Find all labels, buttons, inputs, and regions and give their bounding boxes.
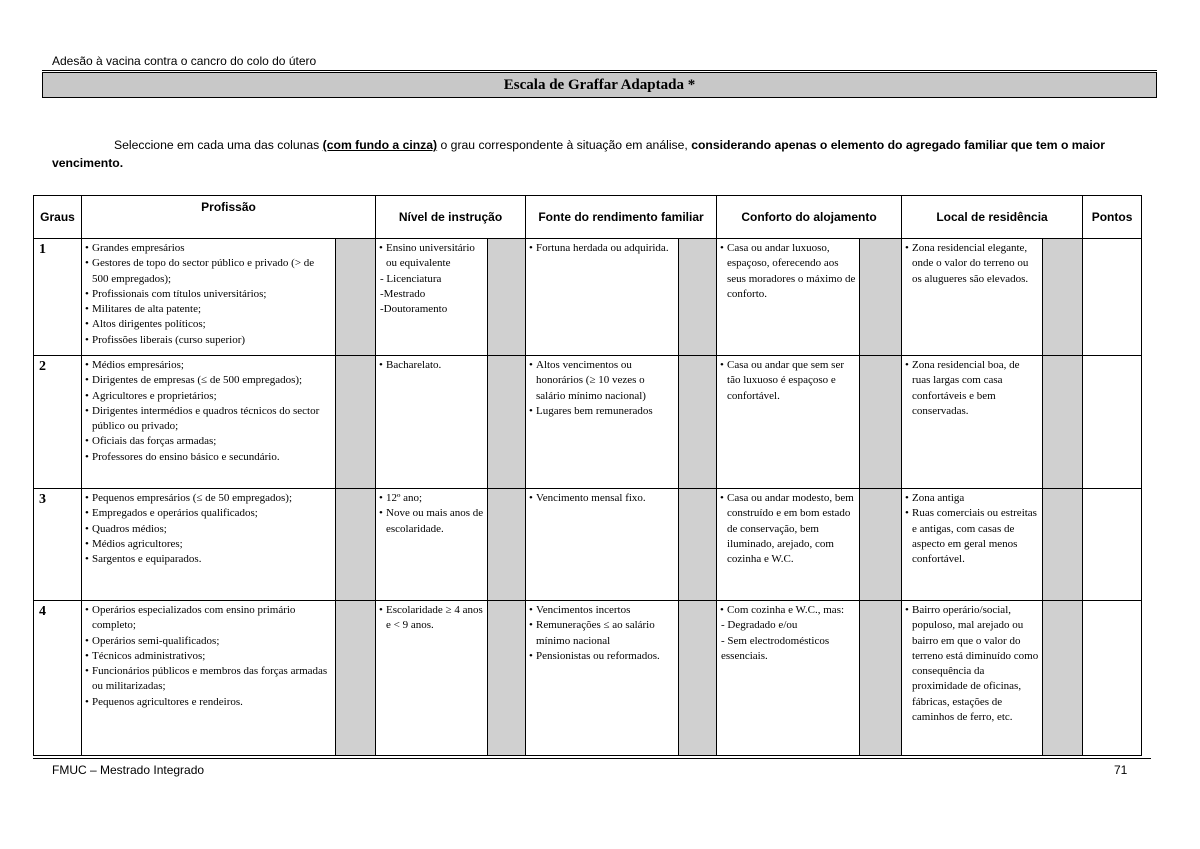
residencia-cell	[902, 356, 1043, 489]
list-item: -Doutoramento	[380, 303, 448, 316]
list-item: • Funcionários públicos e membros das forças armadas ou militarizadas;	[86, 664, 332, 695]
grau-cell: 4	[34, 601, 82, 756]
residencia-score-cell[interactable]	[1043, 489, 1083, 601]
scale-title: Escala de Graffar Adaptada *	[42, 72, 1157, 98]
residencia-score-cell[interactable]	[1043, 239, 1083, 356]
conforto-score-cell[interactable]	[860, 489, 902, 601]
grau-cell: 2	[34, 356, 82, 489]
rendimento-score-cell[interactable]	[679, 489, 717, 601]
header-pontos: Pontos	[1083, 196, 1142, 239]
table-row	[34, 601, 1142, 756]
instructions-emphasis-grey: (com fundo a cinza)	[322, 138, 438, 152]
instrucao-score-cell[interactable]	[488, 601, 526, 756]
instrucao-cell	[376, 489, 488, 601]
profissao-cell	[82, 356, 336, 489]
instructions-emphasis-agregado: considerando apenas o elemento do agregado familiar que tem o maior vencimento.	[52, 138, 1105, 170]
instrucao-cell	[376, 356, 488, 489]
instructions-text-1: Seleccione em cada uma das colunas	[114, 138, 323, 152]
list-item: • Pequenos agricultores e rendeiros.	[86, 695, 332, 710]
list-item: • Nove ou mais anos de escolaridade.	[380, 506, 484, 537]
list-item: • Vencimento mensal fixo.	[530, 491, 675, 506]
conforto-cell	[717, 239, 860, 356]
residencia-score-cell[interactable]	[1043, 601, 1083, 756]
pontos-cell[interactable]	[1083, 601, 1142, 756]
rendimento-cell	[526, 356, 679, 489]
list-item: • Quadros médios;	[86, 522, 332, 537]
graffar-table	[33, 195, 1142, 756]
conforto-score-cell[interactable]	[860, 239, 902, 356]
list-item: • Ensino universitário ou equivalente	[380, 241, 484, 272]
list-item: • Altos dirigentes políticos;	[86, 317, 332, 332]
instrucao-cell	[376, 601, 488, 756]
list-item: • Bacharelato.	[380, 358, 484, 373]
list-item: • Operários especializados com ensino primário completo;	[86, 603, 332, 634]
profissao-score-cell[interactable]	[336, 601, 376, 756]
list-item: • Casa ou andar que sem ser tão luxuoso é espaçoso e confortável.	[721, 358, 856, 404]
residencia-cell	[902, 489, 1043, 601]
list-item: • Médios empresários;	[86, 358, 332, 373]
residencia-cell	[902, 601, 1043, 756]
instructions-text-2: o grau correspondente à situação em análise,	[437, 138, 692, 152]
list-item: • Vencimentos incertos	[530, 603, 675, 618]
table-row	[34, 239, 1142, 356]
list-item: • Operários semi-qualificados;	[86, 634, 332, 649]
list-item: • Grandes empresários	[86, 241, 332, 256]
pontos-cell[interactable]	[1083, 489, 1142, 601]
residencia-cell	[902, 239, 1043, 356]
list-item: • Sargentos e equiparados.	[86, 552, 332, 567]
list-item: • Ruas comerciais ou estreitas e antigas, com casas de aspecto em geral menos confortável.	[906, 506, 1039, 567]
profissao-score-cell[interactable]	[336, 356, 376, 489]
list-item: • Dirigentes intermédios e quadros técnicos do sector público ou privado;	[86, 404, 332, 435]
list-item: • Bairro operário/social, populoso, mal arejado ou bairro em que o valor do terreno está diminuído como consequência da proximidade de oficinas, fábricas, estações de caminhos de ferro, etc.	[906, 603, 1039, 725]
instrucao-cell	[376, 239, 488, 356]
grau-cell: 3	[34, 489, 82, 601]
conforto-score-cell[interactable]	[860, 356, 902, 489]
footer-rule	[33, 758, 1151, 759]
instrucao-score-cell[interactable]	[488, 489, 526, 601]
list-item: • Professores do ensino básico e secundário.	[86, 450, 332, 465]
profissao-score-cell[interactable]	[336, 489, 376, 601]
list-item: • Agricultores e proprietários;	[86, 389, 332, 404]
profissao-cell	[82, 601, 336, 756]
list-item: - Licenciatura	[380, 272, 442, 285]
list-item: - Sem electrodomésticos essenciais.	[721, 634, 830, 662]
list-item: -Mestrado	[380, 287, 426, 300]
pontos-cell[interactable]	[1083, 356, 1142, 489]
rendimento-cell	[526, 239, 679, 356]
table-row	[34, 356, 1142, 489]
table-header-row	[34, 196, 1142, 239]
list-item: • Pequenos empresários (≤ de 50 empregados);	[86, 491, 332, 506]
conforto-cell	[717, 489, 860, 601]
rendimento-cell	[526, 489, 679, 601]
footer-text: FMUC – Mestrado Integrado	[52, 763, 205, 777]
list-item: • Escolaridade ≥ 4 anos e < 9 anos.	[380, 603, 484, 634]
rendimento-score-cell[interactable]	[679, 239, 717, 356]
pontos-cell[interactable]	[1083, 239, 1142, 356]
running-header: Adesão à vacina contra o cancro do colo do útero	[52, 54, 317, 68]
header-rendimento: Fonte do rendimento familiar	[526, 196, 717, 239]
header-residencia: Local de residência	[902, 196, 1083, 239]
list-item: • Casa ou andar luxuoso, espaçoso, oferecendo aos seus moradores o máximo de conforto.	[721, 241, 856, 302]
rendimento-score-cell[interactable]	[679, 356, 717, 489]
list-item: • Zona residencial boa, de ruas largas com casa confortáveis e bem conservadas.	[906, 358, 1039, 419]
list-item: • Pensionistas ou reformados.	[530, 649, 675, 664]
list-item: • Remunerações ≤ ao salário mínimo nacional	[530, 618, 675, 649]
list-item: • Técnicos administrativos;	[86, 649, 332, 664]
list-item: • Casa ou andar modesto, bem construído e em bom estado de conservação, bem iluminado, arejado, com cozinha e W.C.	[721, 491, 856, 567]
list-item: • Gestores de topo do sector público e privado (> de 500 empregados);	[86, 256, 332, 287]
instrucao-score-cell[interactable]	[488, 356, 526, 489]
list-item: • Lugares bem remunerados	[530, 404, 675, 419]
list-item: • Zona antiga	[906, 491, 1039, 506]
conforto-cell	[717, 356, 860, 489]
conforto-cell	[717, 601, 860, 756]
list-item: • Com cozinha e W.C., mas:	[721, 603, 856, 618]
page-number: 71	[1114, 763, 1128, 777]
list-item: • Altos vencimentos ou honorários (≥ 10 vezes o salário mínimo nacional)	[530, 358, 675, 404]
profissao-score-cell[interactable]	[336, 239, 376, 356]
header-graus: Graus	[34, 196, 82, 239]
list-item: - Degradado e/ou	[721, 619, 798, 632]
residencia-score-cell[interactable]	[1043, 356, 1083, 489]
header-instrucao: Nível de instrução	[376, 196, 526, 239]
rendimento-score-cell[interactable]	[679, 601, 717, 756]
list-item: • Oficiais das forças armadas;	[86, 434, 332, 449]
list-item: • Profissionais com títulos universitários;	[86, 287, 332, 302]
list-item: • 12º ano;	[380, 491, 484, 506]
header-conforto: Conforto do alojamento	[717, 196, 902, 239]
list-item: • Dirigentes de empresas (≤ de 500 empregados);	[86, 373, 332, 388]
list-item: • Médios agricultores;	[86, 537, 332, 552]
profissao-cell	[82, 239, 336, 356]
instructions-paragraph	[52, 136, 1152, 172]
grau-cell: 1	[34, 239, 82, 356]
rendimento-cell	[526, 601, 679, 756]
list-item: • Profissões liberais (curso superior)	[86, 333, 332, 348]
conforto-score-cell[interactable]	[860, 601, 902, 756]
instrucao-score-cell[interactable]	[488, 239, 526, 356]
list-item: • Zona residencial elegante, onde o valor do terreno ou os alugueres são elevados.	[906, 241, 1039, 287]
list-item: • Empregados e operários qualificados;	[86, 506, 332, 521]
table-row	[34, 489, 1142, 601]
header-profissao: Profissão	[82, 196, 376, 239]
list-item: • Fortuna herdada ou adquirida.	[530, 241, 675, 256]
list-item: • Militares de alta patente;	[86, 302, 332, 317]
header-rule	[42, 70, 1157, 71]
profissao-cell	[82, 489, 336, 601]
